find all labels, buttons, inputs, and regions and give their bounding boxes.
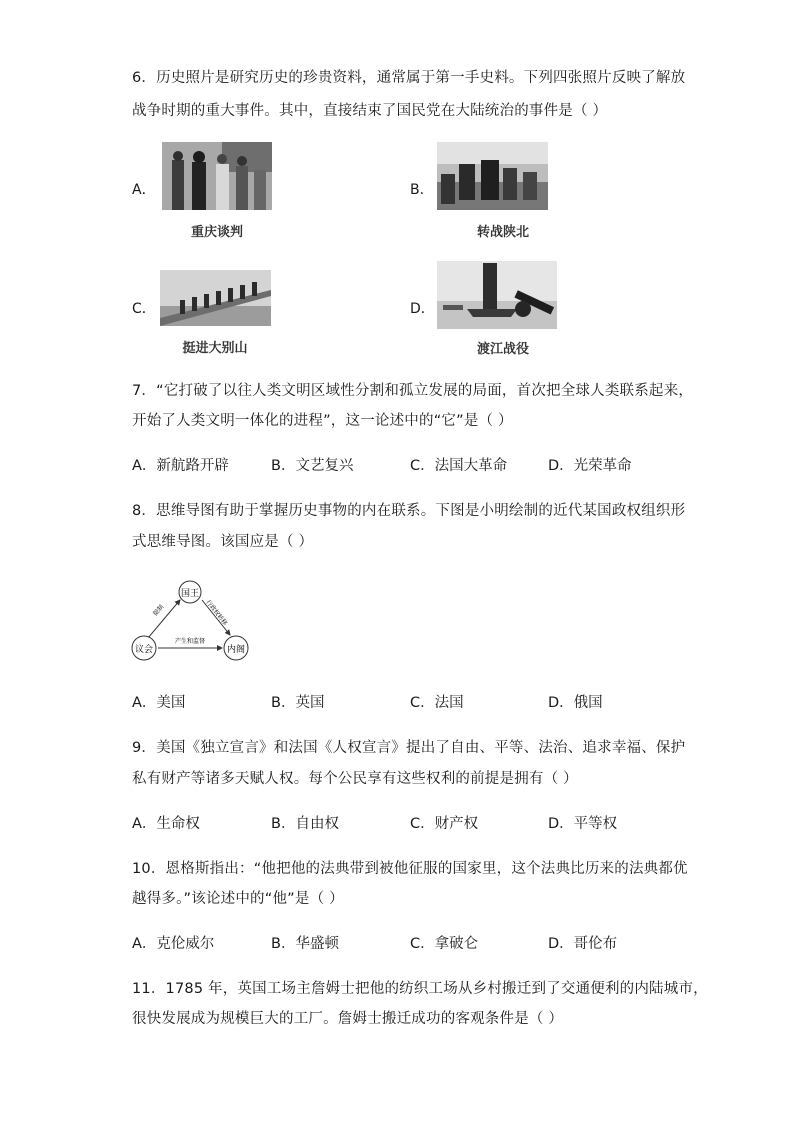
q8-option-a[interactable]: A．美国 [132,695,186,711]
q8-mind-map [126,572,256,664]
q8-option-d[interactable]: D．俄国 [548,695,603,711]
q7-option-a[interactable]: A．新航路开辟 [132,458,229,474]
q9-option-c[interactable]: C．财产权 [410,816,479,832]
edge-left-label: 限制 [152,603,166,618]
q9-option-a[interactable]: A．生命权 [132,816,200,832]
q8-stem-line2: 式思维导图。该国应是（ ） [132,534,314,550]
q7-option-b[interactable]: B．文艺复兴 [271,458,354,474]
q6-caption-a: 重庆谈判 [190,225,243,240]
q6-stem-line1: 6．历史照片是研究历史的珍贵资料，通常属于第一手史料。下列四张照片反映了解放 [132,70,686,86]
q10-option-b[interactable]: B．华盛顿 [271,936,339,952]
q8-stem-line1: 8．思维导图有助于掌握历史事物的内在联系。下图是小明绘制的近代某国政权组织形 [132,503,686,519]
q8-option-c[interactable]: C．法国 [410,695,464,711]
q6-option-a-letter[interactable]: A． [132,182,156,198]
edge-parliament-king [148,600,180,638]
node-parliament-label: 议会 [134,645,154,655]
q7-stem-line1: 7．“它打破了以往人类文明区域性分割和孤立发展的局面，首次把全球人类联系起来， [132,383,694,399]
q7-option-d[interactable]: D．光荣革命 [548,458,632,474]
q9-option-b[interactable]: B．自由权 [271,816,339,832]
q6-option-b-letter[interactable]: B． [410,182,434,198]
q9-stem-line1: 9．美国《独立宣言》和法国《人权宣言》提出了自由、平等、法治、追求幸福、保护 [132,740,686,756]
node-king-label: 国王 [180,589,200,599]
q10-stem-line1: 10．恩格斯指出：“他把他的法典带到被他征服的国家里，这个法典比历来的法典都优 [132,861,688,877]
node-cabinet-label: 内阁 [226,645,246,655]
q7-option-c[interactable]: C．法国大革命 [410,458,508,474]
q6-photo-b [437,142,548,210]
q10-stem-line2: 越得多。”该论述中的“他”是（ ） [132,891,344,907]
edge-right-label: 行政权转移 [204,598,229,627]
q6-photo-d [437,261,557,329]
q6-option-d-letter[interactable]: D． [410,301,435,317]
q9-option-d[interactable]: D．平等权 [548,816,618,832]
q6-caption-b: 转战陕北 [476,225,529,240]
q6-caption-d: 渡江战役 [476,342,529,357]
q11-stem-line1: 11．1785 年，英国工场主詹姆士把他的纺织工场从乡村搬迁到了交通便利的内陆城市， [132,981,708,997]
q9-stem-line2: 私有财产等诸多天赋人权。每个公民享有这些权利的前提是拥有（ ） [132,771,578,787]
q10-option-d[interactable]: D．哥伦布 [548,936,618,952]
q11-stem-line2: 很快发展成为规模巨大的工厂。詹姆士搬迁成功的客观条件是（ ） [132,1011,564,1027]
q6-stem-line2: 战争时期的重大事件。其中，直接结束了国民党在大陆统治的事件是（ ） [132,103,608,119]
q6-option-c-letter[interactable]: C． [132,301,156,317]
q7-stem-line2: 开始了人类文明一体化的进程”，这一论述中的“它”是（ ） [132,413,513,429]
q10-option-a[interactable]: A．克伦威尔 [132,936,215,952]
q10-option-c[interactable]: C．拿破仑 [410,936,479,952]
q8-option-b[interactable]: B．英国 [271,695,325,711]
edge-bottom-label: 产生和监督 [174,638,206,645]
q6-caption-c: 挺进大别山 [182,341,248,356]
q6-photo-a [162,142,272,210]
q6-photo-c [160,270,271,326]
